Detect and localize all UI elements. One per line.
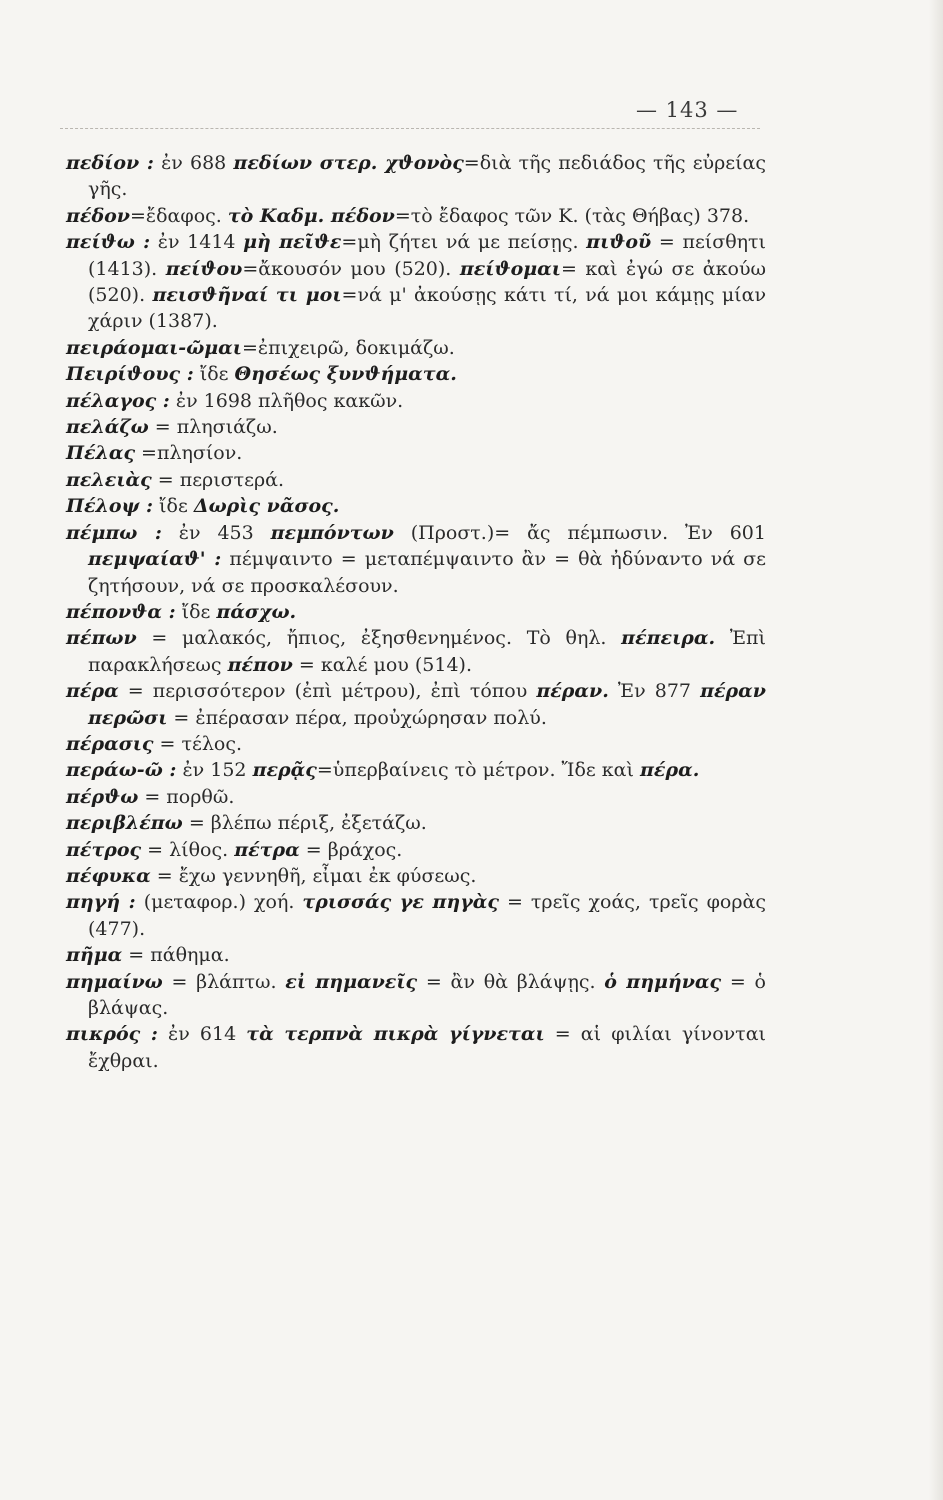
dictionary-entry: πηγή : (μεταφορ.) χοή. τρισσάς γε πηγὰς = τρεῖς χοάς, τρεῖς φορὰς (477).	[66, 891, 766, 940]
dictionary-entry: πειράομαι-ῶμαι=ἐπιχειρῶ, δοκιμάζω.	[66, 336, 455, 359]
dictionary-entry: πέρασις = τέλος.	[66, 732, 243, 755]
dictionary-entry: πελειὰς = περιστερά.	[66, 468, 285, 491]
dictionary-entry: πημαίνω = βλάπτω. εἰ πημανεῖς = ἂν θὰ βλάψῃς. ὁ πημήνας = ὁ βλάψας.	[66, 970, 766, 1019]
dictionary-entry: πέδον=ἔδαφος. τὸ Καδμ. πέδον=τὸ ἔδαφος τῶν Κ. (τὰς Θήβας) 378.	[66, 204, 750, 227]
dictionary-entry: πέφυκα = ἔχω γεννηθῆ, εἶμαι ἐκ φύσεως.	[66, 864, 477, 887]
page-number: — 143 —	[636, 98, 739, 122]
dictionary-entry: πέπων = μαλακός, ἤπιος, ἐξησθενημένος. Τὸ θηλ. πέπειρα. Ἐπὶ παρακλήσεως πέπον = καλέ μου (514).	[66, 627, 766, 676]
dictionary-entry: περιβλέπω = βλέπω πέριξ, ἐξετάζω.	[66, 812, 427, 835]
dictionary-entry: πελάζω = πλησιάζω.	[66, 416, 278, 439]
dictionary-entry: πέρα = περισσότερον (ἐπὶ μέτρου), ἐπὶ τόπου πέραν. Ἐν 877 πέραν περῶσι = ἐπέρασαν πέρα, προὐχώρησαν πολύ.	[66, 680, 766, 729]
dictionary-entries	[66, 150, 766, 1074]
dictionary-entry: Πέλοψ : ἴδε Δωρὶς νᾶσος.	[66, 495, 340, 518]
dictionary-entry: πεδίον : ἐν 688 πεδίων στερ. χϑονὸς=διὰ τῆς πεδιάδος τῆς εὐρείας γῆς.	[66, 152, 767, 201]
dictionary-entry: πέλαγος : ἐν 1698 πλῆθος κακῶν.	[66, 389, 404, 412]
dictionary-entry: Πειρίϑους : ἴδε Θησέως ξυνϑήματα.	[66, 363, 457, 386]
dictionary-entry: πικρός : ἐν 614 τὰ τερπνὰ πικρὰ γίγνεται = αἱ φιλίαι γίνονται ἔχθραι.	[66, 1023, 766, 1072]
dictionary-entry: πέμπω : ἐν 453 πεμπόντων (Προστ.)= ἄς πέμπωσιν. Ἐν 601 πεμψαίαϑ' : πέμψαιντο = μεταπέμψαιντο ἂν = θὰ ἠδύναντο νά σε ζητήσουν, νά σε προσκαλέσουν.	[66, 521, 766, 597]
dictionary-entry: Πέλας =πλησίον.	[66, 442, 243, 465]
dictionary-entry: πείϑω : ἐν 1414 μὴ πεῖϑε=μὴ ζήτει νά με πείσῃς. πιϑοῦ = πείσθητι (1413). πείϑου=ἄκουσόν μου (520). πείϑομαι= καὶ ἐγώ σε ἀκούω (520). πεισϑῆναί τι μοι=νά μ' ἀκούσῃς κάτι τί, νά μοι κάμῃς μίαν χάριν (1387).	[66, 231, 767, 333]
dictionary-entry: περάω-ῶ : ἐν 152 περᾷς=ὑπερβαίνεις τὸ μέτρον. Ἴδε καὶ πέρα.	[66, 759, 700, 782]
page-edge-shadow	[929, 0, 943, 1500]
dictionary-entry: πέπονϑα : ἴδε πάσχω.	[66, 600, 297, 623]
dictionary-entry: πῆμα = πάθημα.	[66, 944, 230, 967]
dictionary-entry: πέρϑω = πορθῶ.	[66, 785, 235, 808]
dictionary-entry: πέτρος = λίθος. πέτρα = βράχος.	[66, 838, 403, 861]
header-rule	[60, 128, 760, 129]
